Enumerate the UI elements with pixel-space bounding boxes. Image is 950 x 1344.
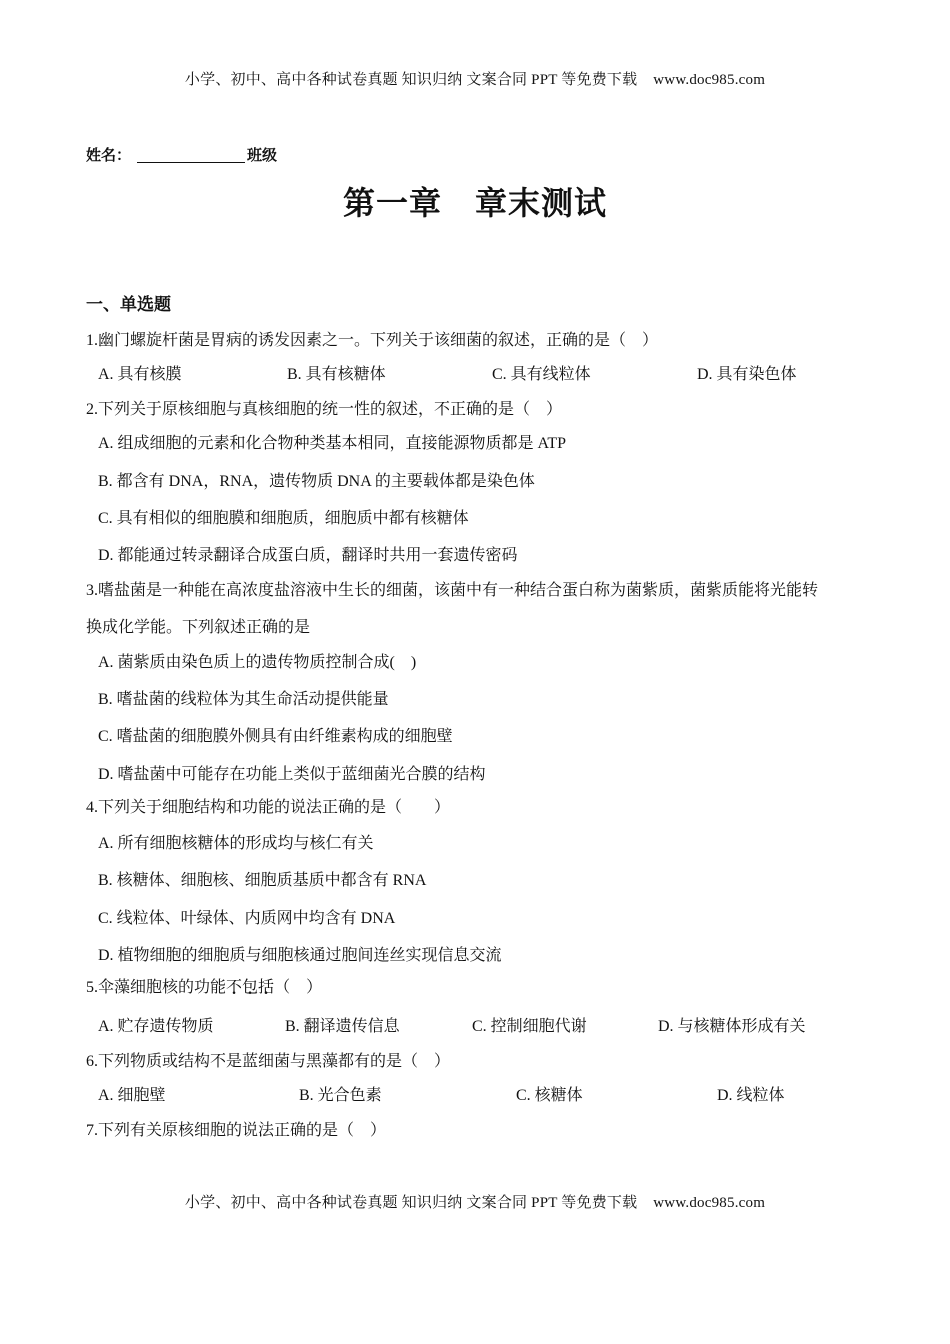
question-5-option-c: C. 控制细胞代谢 xyxy=(472,1018,587,1035)
question-6-stem: 6.下列物质或结构不是蓝细菌与黑藻都有的是（ ） xyxy=(86,1053,451,1070)
section-heading: 一、单选题 xyxy=(86,295,171,315)
name-class-line xyxy=(86,144,277,165)
question-3-option-c: C. 嗜盐菌的细胞膜外侧具有由纤维素构成的细胞壁 xyxy=(98,728,453,745)
question-2-stem: 2.下列关于原核细胞与真核细胞的统一性的叙述，不正确的是（ ） xyxy=(86,401,563,418)
question-1-option-c: C. 具有线粒体 xyxy=(492,366,591,383)
banner-text: 小学、初中、高中各种试卷真题 知识归纳 文案合同 PPT 等免费下载 xyxy=(184,72,638,88)
question-4-stem: 4.下列关于细胞结构和功能的说法正确的是（ ） xyxy=(86,799,451,816)
question-3-option-b: B. 嗜盐菌的线粒体为其生命活动提供能量 xyxy=(98,691,389,708)
question-3-option-a: A. 菌紫质由染色质上的遗传物质控制合成( ) xyxy=(98,654,417,671)
banner-site-link[interactable]: www.doc985.com xyxy=(653,72,766,88)
question-4-option-b: B. 核糖体、细胞核、细胞质基质中都含有 RNA xyxy=(98,872,427,889)
question-3-stem-line-2: 换成化学能。下列叙述正确的是 xyxy=(86,619,311,636)
question-3-stem-line-1: 3.嗜盐菌是一种能在高浓度盐溶液中生长的细菌，该菌中有一种结合蛋白称为菌紫质，菌紫质能将光能转 xyxy=(86,582,819,599)
question-2-option-d: D. 都能通过转录翻译合成蛋白质，翻译时共用一套遗传密码 xyxy=(98,547,518,564)
footer-site-link[interactable]: www.doc985.com xyxy=(653,1195,766,1211)
question-6-option-c: C. 核糖体 xyxy=(516,1087,583,1104)
question-2-option-c: C. 具有相似的细胞膜和细胞质，细胞质中都有核糖体 xyxy=(98,510,469,527)
question-4-option-a: A. 所有细胞核糖体的形成均与核仁有关 xyxy=(98,835,374,852)
question-7-stem: 7.下列有关原核细胞的说法正确的是（ ） xyxy=(86,1122,387,1139)
question-5-emphasis-1: 不 xyxy=(226,979,243,996)
question-5-emphasis-3: 括 xyxy=(258,979,275,996)
question-5-stem xyxy=(86,974,322,997)
question-5-option-d: D. 与核糖体形成有关 xyxy=(658,1018,806,1035)
question-2-option-b: B. 都含有 DNA，RNA，遗传物质 DNA 的主要载体都是染色体 xyxy=(98,473,535,490)
question-4-option-c: C. 线粒体、叶绿体、内质网中均含有 DNA xyxy=(98,910,396,927)
question-1-stem: 1.幽门螺旋杆菌是胃病的诱发因素之一。下列关于该细菌的叙述，正确的是（ ） xyxy=(86,332,659,349)
question-6-option-d: D. 线粒体 xyxy=(717,1087,785,1104)
question-2-option-a: A. 组成细胞的元素和化合物种类基本相同，直接能源物质都是 ATP xyxy=(98,435,567,452)
name-blank xyxy=(137,148,245,163)
class-label: 班级 xyxy=(247,146,278,164)
question-6-option-b: B. 光合色素 xyxy=(299,1087,382,1104)
question-1-option-b: B. 具有核糖体 xyxy=(287,366,386,383)
question-3-option-d: D. 嗜盐菌中可能存在功能上类似于蓝细菌光合膜的结构 xyxy=(98,766,486,783)
question-5-emphasis-2: 包 xyxy=(242,979,259,996)
question-5-stem-pre: 5.伞藻细胞核的功能 xyxy=(86,979,227,996)
question-5-stem-post: （ ） xyxy=(274,979,323,996)
header-banner xyxy=(0,68,950,89)
footer-banner-text: 小学、初中、高中各种试卷真题 知识归纳 文案合同 PPT 等免费下载 xyxy=(184,1195,638,1211)
question-1-option-d: D. 具有染色体 xyxy=(697,366,797,383)
question-6-option-a: A. 细胞壁 xyxy=(98,1087,166,1104)
name-label: 姓名： xyxy=(86,146,132,164)
question-5-option-a: A. 贮存遗传物质 xyxy=(98,1018,214,1035)
question-1-option-a: A. 具有核膜 xyxy=(98,366,182,383)
page-title: 第一章 章末测试 xyxy=(342,184,607,222)
question-4-option-d: D. 植物细胞的细胞质与细胞核通过胞间连丝实现信息交流 xyxy=(98,947,502,964)
footer-banner xyxy=(0,1191,950,1212)
question-5-option-b: B. 翻译遗传信息 xyxy=(285,1018,400,1035)
